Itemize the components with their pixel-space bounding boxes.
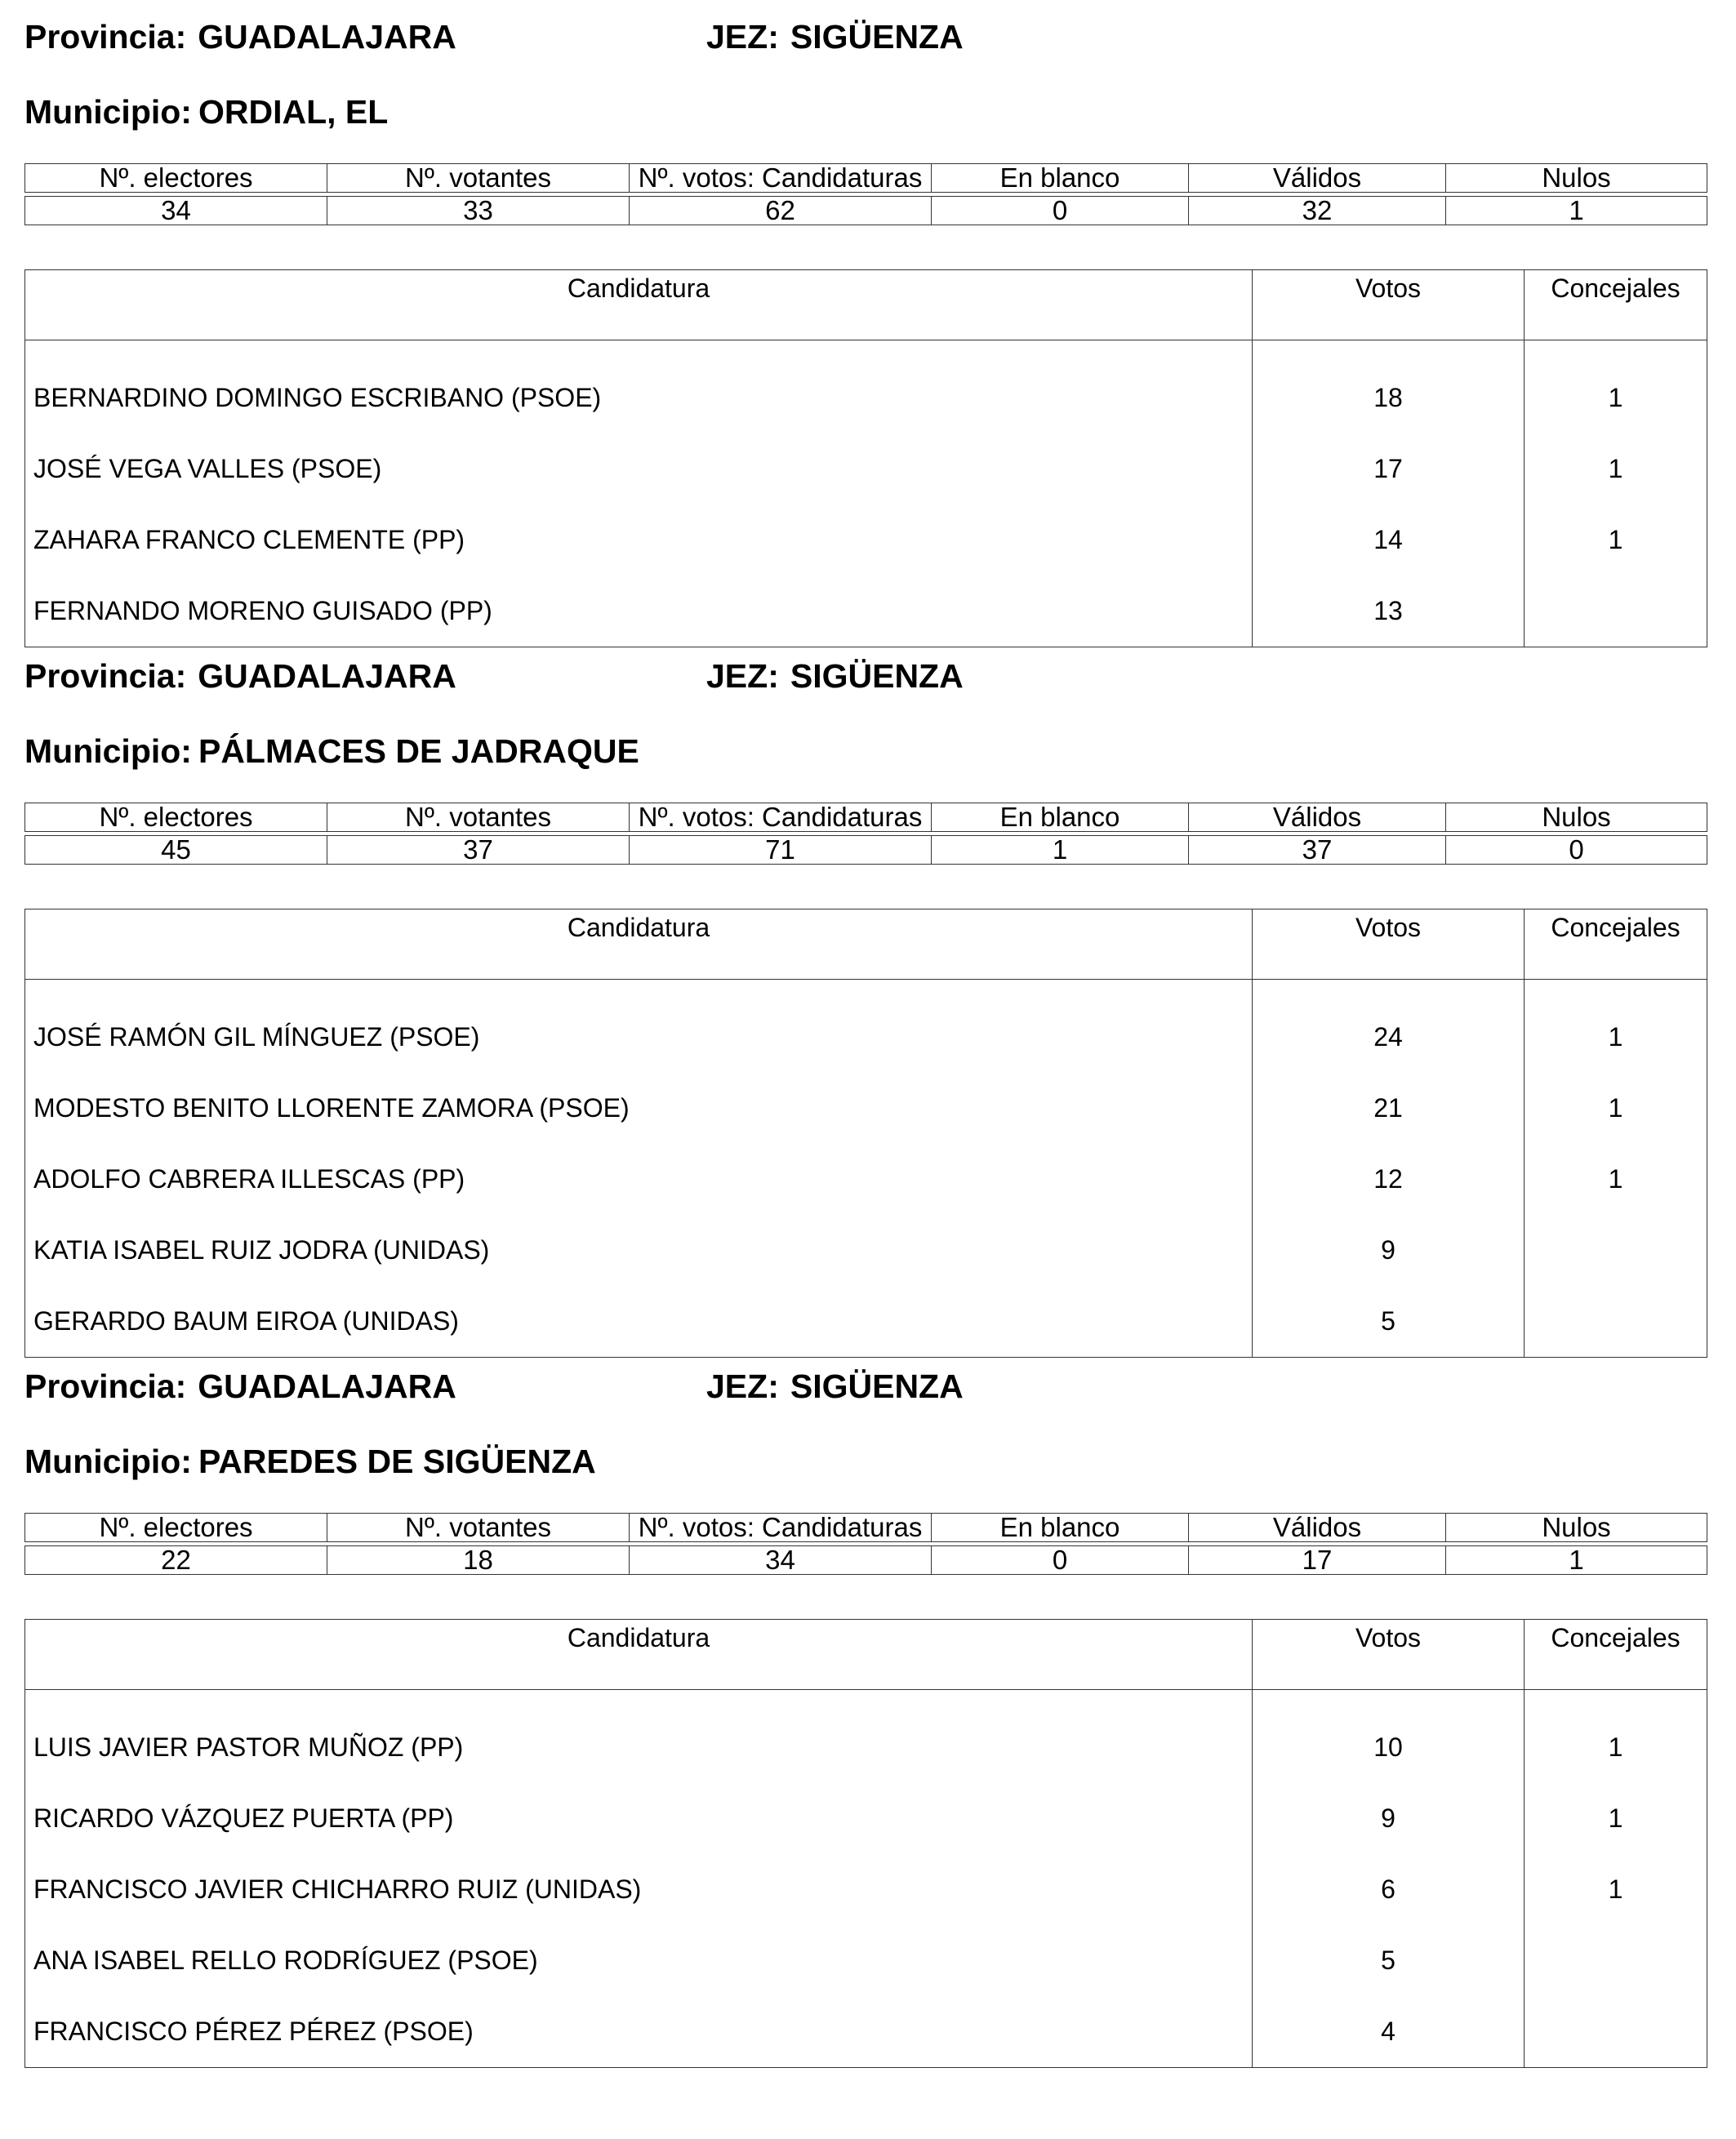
candidate-row xyxy=(25,1854,1707,1925)
candidate-name: ANA ISABEL RELLO RODRÍGUEZ (PSOE) xyxy=(25,1925,1253,1996)
municipio-header xyxy=(24,1441,596,1482)
municipio-label: Municipio: xyxy=(24,93,192,131)
header-concejales: Concejales xyxy=(1525,1620,1707,1690)
value-validos: 37 xyxy=(1189,836,1446,865)
candidate-name: LUIS JAVIER PASTOR MUÑOZ (PP) xyxy=(25,1712,1253,1783)
candidate-name: ADOLFO CABRERA ILLESCAS (PP) xyxy=(25,1144,1253,1215)
candidate-name: KATIA ISABEL RUIZ JODRA (UNIDAS) xyxy=(25,1215,1253,1286)
candidate-row xyxy=(25,1783,1707,1854)
candidate-row xyxy=(25,1286,1707,1358)
value-en-blanco: 1 xyxy=(932,836,1189,865)
provincia-header xyxy=(24,1366,456,1407)
candidate-row xyxy=(25,362,1707,434)
summary-table xyxy=(24,1513,1707,1575)
candidate-concejales: 1 xyxy=(1525,1144,1707,1215)
municipio-value: PÁLMACES DE JADRAQUE xyxy=(198,732,639,770)
candidate-row xyxy=(25,576,1707,647)
header-validos: Válidos xyxy=(1189,803,1446,832)
candidate-concejales xyxy=(1525,576,1707,647)
provincia-label: Provincia: xyxy=(24,18,187,56)
municipio-label: Municipio: xyxy=(24,732,192,770)
candidate-votos: 24 xyxy=(1253,1002,1525,1073)
value-votos-candidaturas: 34 xyxy=(630,1546,932,1575)
header-validos: Válidos xyxy=(1189,164,1446,193)
candidate-concejales: 1 xyxy=(1525,1854,1707,1925)
header-electores: Nº. electores xyxy=(25,164,327,193)
candidate-concejales: 1 xyxy=(1525,1783,1707,1854)
candidate-row xyxy=(25,1215,1707,1286)
candidates-table xyxy=(24,909,1707,1358)
jez-header xyxy=(706,16,964,57)
jez-value: SIGÜENZA xyxy=(790,18,964,56)
candidate-name: FERNANDO MORENO GUISADO (PP) xyxy=(25,576,1253,647)
value-electores: 45 xyxy=(25,836,327,865)
candidate-concejales xyxy=(1525,1215,1707,1286)
provincia-label: Provincia: xyxy=(24,657,187,695)
summary-table xyxy=(24,163,1707,225)
candidate-votos: 14 xyxy=(1253,505,1525,576)
candidate-concejales: 1 xyxy=(1525,434,1707,505)
candidate-concejales xyxy=(1525,1286,1707,1358)
header-en-blanco: En blanco xyxy=(932,164,1189,193)
municipio-header xyxy=(24,731,639,772)
header-concejales: Concejales xyxy=(1525,909,1707,980)
header-candidatura: Candidatura xyxy=(25,1620,1253,1690)
candidate-name: FRANCISCO JAVIER CHICHARRO RUIZ (UNIDAS) xyxy=(25,1854,1253,1925)
candidates-header-row xyxy=(25,1620,1707,1690)
header-candidatura: Candidatura xyxy=(25,270,1253,340)
candidate-votos: 5 xyxy=(1253,1286,1525,1358)
jez-header xyxy=(706,656,964,696)
candidate-votos: 6 xyxy=(1253,1854,1525,1925)
value-electores: 22 xyxy=(25,1546,327,1575)
value-validos: 17 xyxy=(1189,1546,1446,1575)
jez-label: JEZ: xyxy=(706,18,779,56)
header-candidatura: Candidatura xyxy=(25,909,1253,980)
jez-label: JEZ: xyxy=(706,1367,779,1405)
candidate-row xyxy=(25,434,1707,505)
header-electores: Nº. electores xyxy=(25,1514,327,1542)
header-nulos: Nulos xyxy=(1446,803,1707,832)
candidate-votos: 13 xyxy=(1253,576,1525,647)
jez-header xyxy=(706,1366,964,1407)
summary-header-row xyxy=(25,1514,1707,1542)
jez-value: SIGÜENZA xyxy=(790,657,964,695)
candidate-name: BERNARDINO DOMINGO ESCRIBANO (PSOE) xyxy=(25,362,1253,434)
value-votantes: 33 xyxy=(327,197,630,225)
summary-table xyxy=(24,803,1707,865)
candidate-concejales: 1 xyxy=(1525,505,1707,576)
header-validos: Válidos xyxy=(1189,1514,1446,1542)
provincia-value: GUADALAJARA xyxy=(198,1367,456,1405)
candidate-name: JOSÉ RAMÓN GIL MÍNGUEZ (PSOE) xyxy=(25,1002,1253,1073)
value-electores: 34 xyxy=(25,197,327,225)
candidates-header-row xyxy=(25,909,1707,980)
candidate-concejales xyxy=(1525,1996,1707,2068)
summary-value-row xyxy=(25,1546,1707,1575)
candidate-name: ZAHARA FRANCO CLEMENTE (PP) xyxy=(25,505,1253,576)
jez-label: JEZ: xyxy=(706,657,779,695)
header-votos-candidaturas: Nº. votos: Candidaturas xyxy=(630,1514,932,1542)
summary-value-row xyxy=(25,836,1707,865)
candidate-concejales: 1 xyxy=(1525,362,1707,434)
candidate-votos: 18 xyxy=(1253,362,1525,434)
value-validos: 32 xyxy=(1189,197,1446,225)
candidate-votos: 21 xyxy=(1253,1073,1525,1144)
provincia-label: Provincia: xyxy=(24,1367,187,1405)
summary-value-row xyxy=(25,197,1707,225)
header-nulos: Nulos xyxy=(1446,1514,1707,1542)
candidate-name: FRANCISCO PÉREZ PÉREZ (PSOE) xyxy=(25,1996,1253,2068)
candidate-row xyxy=(25,1073,1707,1144)
value-nulos: 0 xyxy=(1446,836,1707,865)
municipio-value: PAREDES DE SIGÜENZA xyxy=(198,1443,596,1480)
candidate-votos: 5 xyxy=(1253,1925,1525,1996)
summary-header-row xyxy=(25,803,1707,832)
value-en-blanco: 0 xyxy=(932,197,1189,225)
municipio-label: Municipio: xyxy=(24,1443,192,1480)
header-electores: Nº. electores xyxy=(25,803,327,832)
candidate-row xyxy=(25,1996,1707,2068)
candidate-row xyxy=(25,1002,1707,1073)
candidate-votos: 4 xyxy=(1253,1996,1525,2068)
header-votos-candidaturas: Nº. votos: Candidaturas xyxy=(630,164,932,193)
header-votantes: Nº. votantes xyxy=(327,803,630,832)
header-en-blanco: En blanco xyxy=(932,803,1189,832)
candidate-votos: 9 xyxy=(1253,1783,1525,1854)
header-votos: Votos xyxy=(1253,909,1525,980)
candidate-name: GERARDO BAUM EIROA (UNIDAS) xyxy=(25,1286,1253,1358)
candidate-name: RICARDO VÁZQUEZ PUERTA (PP) xyxy=(25,1783,1253,1854)
header-votos-candidaturas: Nº. votos: Candidaturas xyxy=(630,803,932,832)
candidate-concejales xyxy=(1525,1925,1707,1996)
candidate-name: JOSÉ VEGA VALLES (PSOE) xyxy=(25,434,1253,505)
candidate-row xyxy=(25,505,1707,576)
value-votos-candidaturas: 71 xyxy=(630,836,932,865)
header-votos: Votos xyxy=(1253,1620,1525,1690)
header-votos: Votos xyxy=(1253,270,1525,340)
value-nulos: 1 xyxy=(1446,197,1707,225)
provincia-value: GUADALAJARA xyxy=(198,18,456,56)
candidate-concejales: 1 xyxy=(1525,1002,1707,1073)
header-concejales: Concejales xyxy=(1525,270,1707,340)
candidate-votos: 12 xyxy=(1253,1144,1525,1215)
jez-value: SIGÜENZA xyxy=(790,1367,964,1405)
value-votantes: 37 xyxy=(327,836,630,865)
candidate-row xyxy=(25,1144,1707,1215)
header-votantes: Nº. votantes xyxy=(327,164,630,193)
provincia-value: GUADALAJARA xyxy=(198,657,456,695)
header-votantes: Nº. votantes xyxy=(327,1514,630,1542)
candidate-votos: 9 xyxy=(1253,1215,1525,1286)
value-votos-candidaturas: 62 xyxy=(630,197,932,225)
header-en-blanco: En blanco xyxy=(932,1514,1189,1542)
value-nulos: 1 xyxy=(1446,1546,1707,1575)
candidate-concejales: 1 xyxy=(1525,1073,1707,1144)
header-nulos: Nulos xyxy=(1446,164,1707,193)
candidates-table xyxy=(24,269,1707,647)
municipio-value: ORDIAL, EL xyxy=(198,93,389,131)
value-votantes: 18 xyxy=(327,1546,630,1575)
candidate-row xyxy=(25,1712,1707,1783)
provincia-header xyxy=(24,656,456,696)
summary-header-row xyxy=(25,164,1707,193)
value-en-blanco: 0 xyxy=(932,1546,1189,1575)
candidate-row xyxy=(25,1925,1707,1996)
candidate-votos: 10 xyxy=(1253,1712,1525,1783)
candidate-votos: 17 xyxy=(1253,434,1525,505)
candidates-header-row xyxy=(25,270,1707,340)
provincia-header xyxy=(24,16,456,57)
candidates-table xyxy=(24,1619,1707,2068)
candidate-name: MODESTO BENITO LLORENTE ZAMORA (PSOE) xyxy=(25,1073,1253,1144)
municipio-header xyxy=(24,91,388,132)
candidate-concejales: 1 xyxy=(1525,1712,1707,1783)
